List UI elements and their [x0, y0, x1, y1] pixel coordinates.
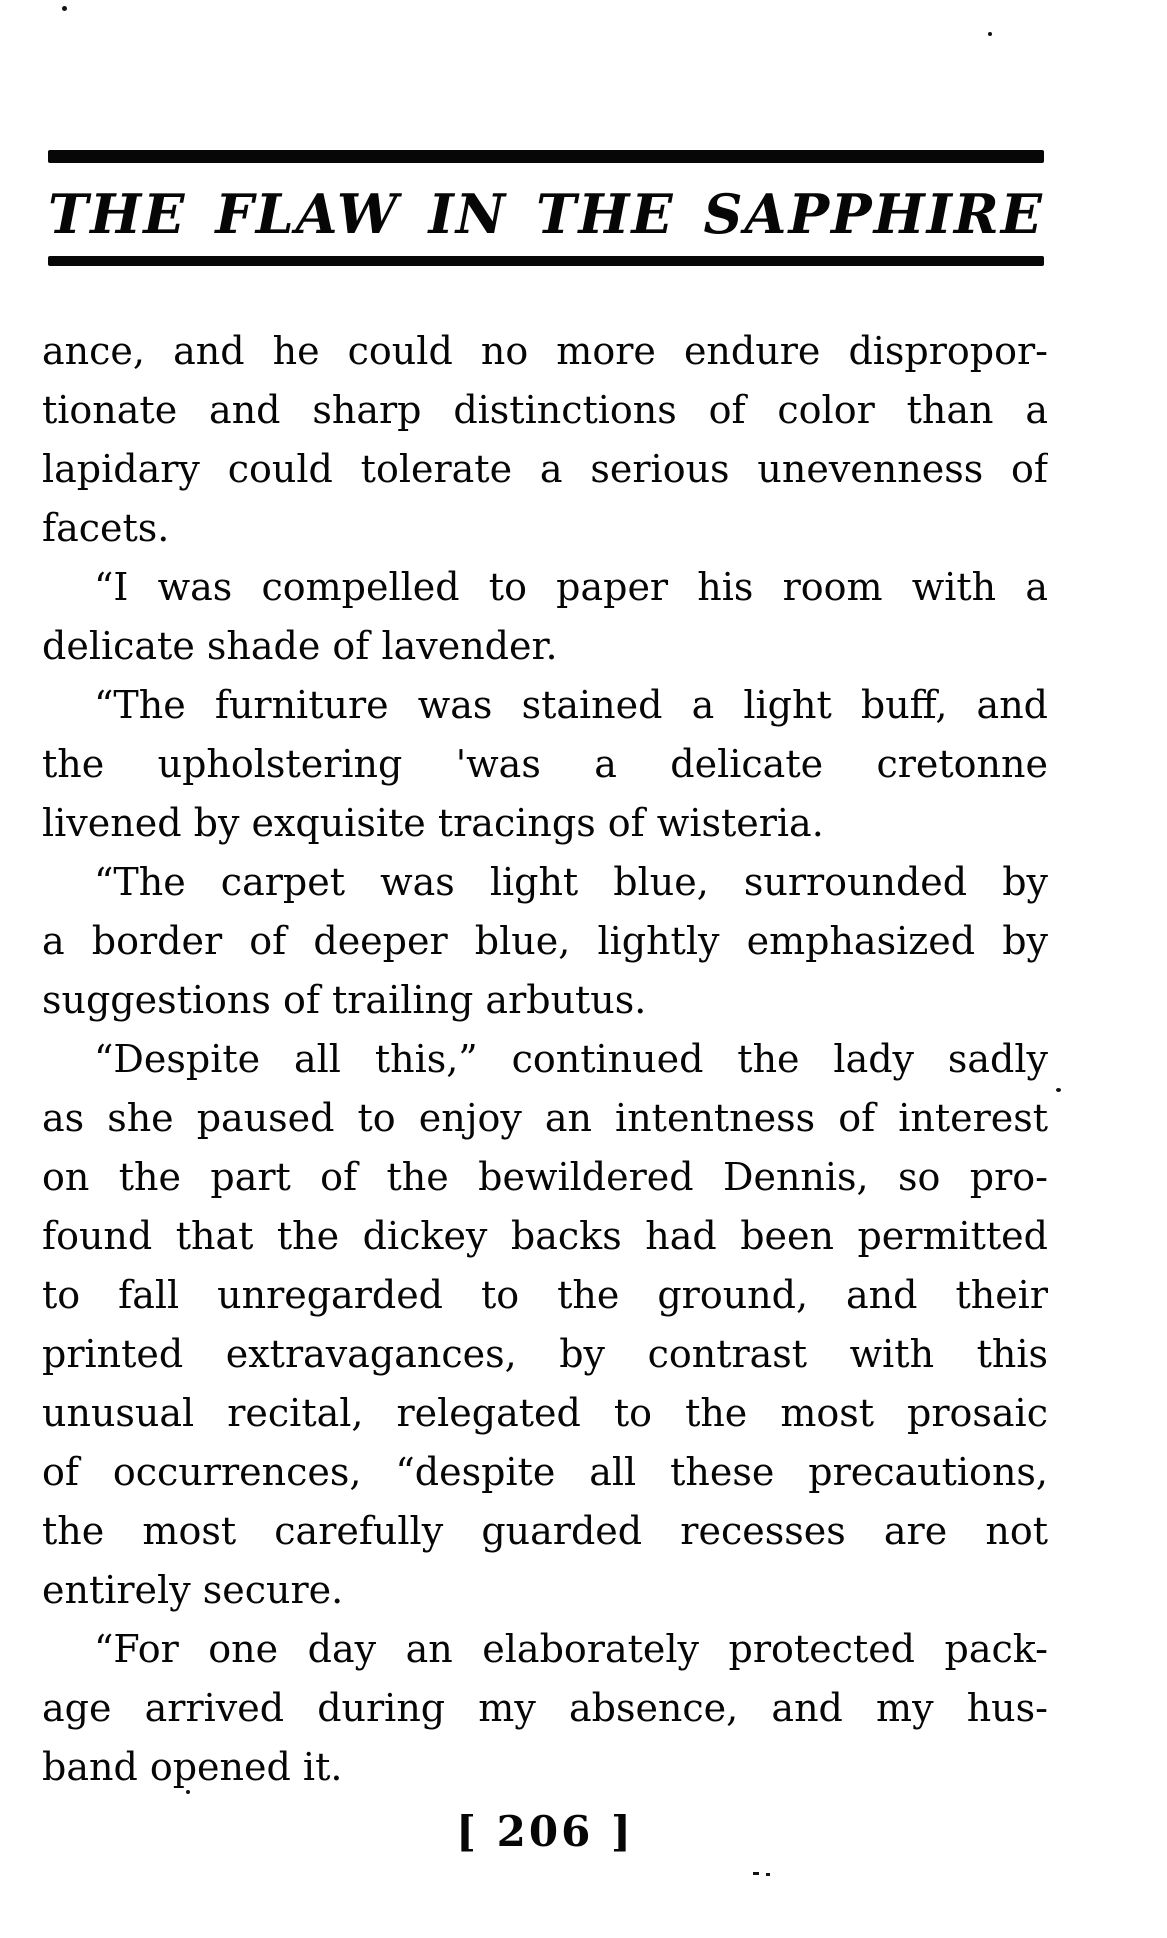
header-rule-top — [48, 150, 1044, 163]
title-word: FLAW — [215, 182, 400, 246]
text-line: a border of deeper blue, lightly emphasized by — [42, 919, 1048, 963]
text-line: band opened it. — [42, 1745, 343, 1789]
text-line: “The carpet was light blue, surrounded by — [94, 860, 1048, 904]
text-line: entirely secure. — [42, 1568, 344, 1612]
text-line: the most carefully guarded recesses are not — [42, 1509, 1048, 1553]
scan-speck — [988, 32, 992, 36]
title-word: SAPPHIRE — [703, 182, 1044, 246]
text-line: “Despite all this,” continued the lady sadly — [94, 1037, 1048, 1081]
text-line: “The furniture was stained a light buff, and — [94, 683, 1048, 727]
header-rule-bottom — [48, 256, 1044, 266]
text-line: printed extravagances, by contrast with this — [42, 1332, 1048, 1376]
text-line: delicate shade of lavender. — [42, 624, 558, 668]
scan-speck — [766, 1873, 770, 1876]
text-line: ance, and he could no more endure dispropor- — [42, 329, 1048, 373]
title-word: THE — [536, 182, 675, 246]
text-line: as she paused to enjoy an intentness of interest — [42, 1096, 1048, 1140]
title-word: THE — [48, 182, 187, 246]
title-word: IN — [428, 182, 508, 246]
body-text — [42, 322, 1048, 1797]
scan-speck — [1056, 1088, 1061, 1092]
scan-speck — [62, 6, 67, 11]
scan-speck — [186, 1790, 190, 1794]
page-sheet — [42, 0, 1048, 1856]
text-line: of occurrences, “despite all these precautions, — [42, 1450, 1048, 1494]
text-line: tionate and sharp distinctions of color than a — [42, 388, 1048, 432]
text-line: facets. — [42, 506, 170, 550]
text-line: lapidary could tolerate a serious unevenness of — [42, 447, 1048, 491]
running-head — [48, 182, 1044, 246]
text-line: the upholstering 'was a delicate cretonne — [42, 742, 1048, 786]
text-line: suggestions of trailing arbutus. — [42, 978, 647, 1022]
page-number: [ 206 ] — [456, 1807, 634, 1856]
text-line: “For one day an elaborately protected pack- — [94, 1627, 1048, 1671]
text-line: “I was compelled to paper his room with a — [94, 565, 1048, 609]
text-line: age arrived during my absence, and my hus- — [42, 1686, 1048, 1730]
text-line: to fall unregarded to the ground, and their — [42, 1273, 1048, 1317]
text-line: livened by exquisite tracings of wisteria. — [42, 801, 824, 845]
text-line: unusual recital, relegated to the most prosaic — [42, 1391, 1048, 1435]
scan-speck — [753, 1872, 759, 1875]
text-line: found that the dickey backs had been permitted — [42, 1214, 1048, 1258]
text-line: on the part of the bewildered Dennis, so pro- — [42, 1155, 1048, 1199]
